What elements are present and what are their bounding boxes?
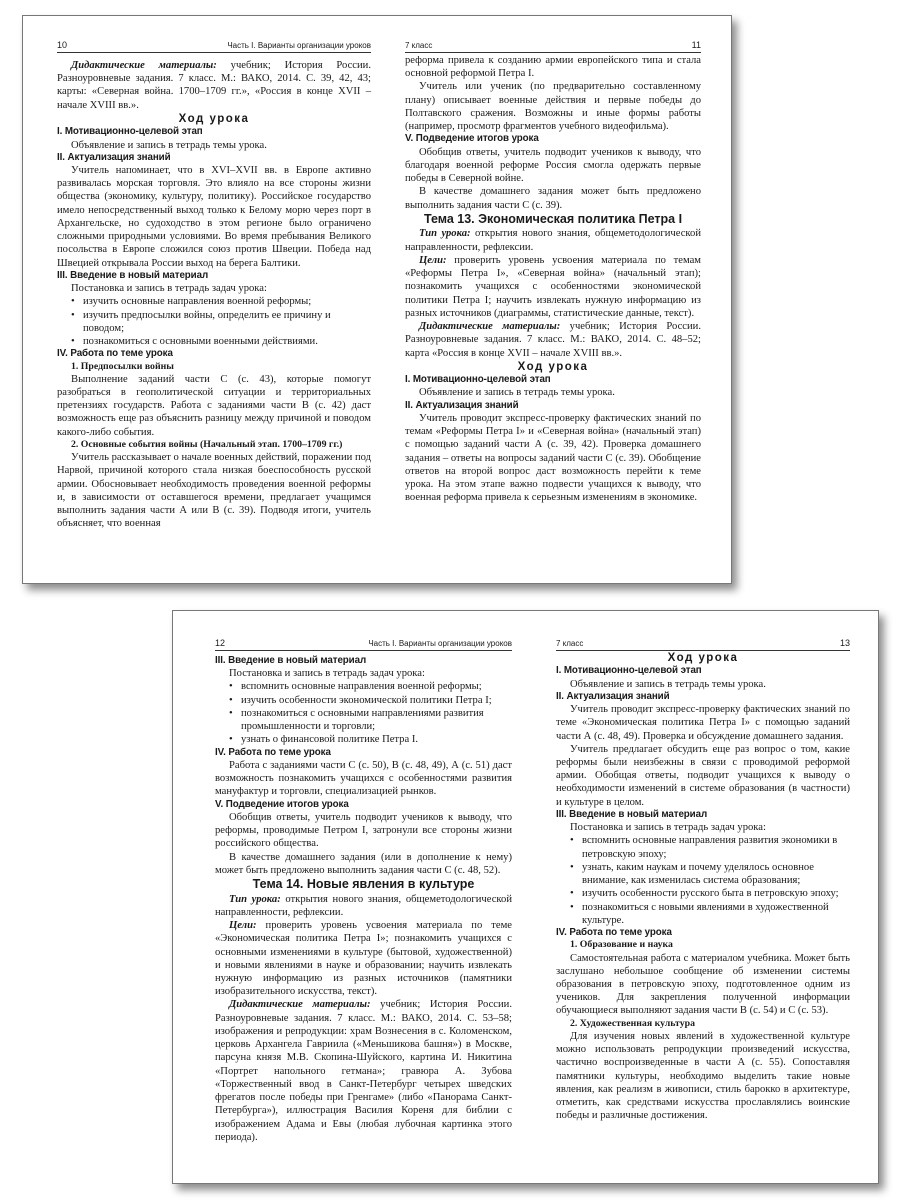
paragraph-text: открытия нового знания, общеметодологической направленности, рефлексии. (405, 228, 701, 253)
section-heading: IV. Работа по теме урока (57, 348, 173, 360)
paragraph: В качестве домашнего задания может быть предложено выполнить задания части С (с. 39). (405, 186, 701, 211)
paragraph: Учитель предлагает обсудить еще раз вопрос о том, какие реформы были неизбежны в связи с проводимой реформой армии. Обобщая ответы, подводит учащихся к выводу о необходимости изменений в системе образования (в частности) и культуре в целом. (556, 743, 850, 808)
paragraph (405, 227, 701, 253)
paragraph-text: проверить уровень усвоения материала по теме «Экономическая политика Петра I»; познакомить учащихся с основными изменениями в культуре (бытовой, художественной) и новыми явлениями в науке и образовании; научить извлекать нужную информацию из разных источников (памятники изобразительного искусства, текст). (215, 920, 512, 998)
list-item: • изучить особенности экономической политики Петра I; (229, 694, 512, 707)
running-head: Часть I. Варианты организации уроков (227, 41, 371, 50)
list-item: • вспомнить основные направления развития экономики в петровскую эпоху; (570, 834, 850, 860)
section-heading: V. Подведение итогов урока (215, 798, 349, 810)
section-heading: II. Актуализация знаний (556, 690, 670, 702)
paragraph-text: открытия нового знания, общеметодологической направленности, рефлексии. (215, 893, 512, 918)
list-item: • познакомиться с основными военными действиями. (71, 335, 371, 348)
paragraph: Объявление и запись в тетрадь темы урока. (570, 678, 766, 690)
page-11 (405, 16, 701, 583)
page-number: 12 (215, 638, 226, 648)
subsection-heading: 1. Предпосылки войны (71, 360, 174, 372)
paragraph: реформа привела к созданию армии европейского типа и стала основной реформой Петра I. (405, 55, 701, 80)
subsection-heading: 1. Образование и наука (570, 939, 673, 951)
paragraph-lead: Дидактические материалы: (229, 999, 371, 1011)
running-head: Часть I. Варианты организации уроков (368, 639, 512, 648)
page-header (556, 638, 850, 651)
topic-title: Тема 14. Новые явления в культуре (252, 876, 475, 891)
book-spread-pages-12-13 (172, 610, 879, 1184)
paragraph: Постановка и запись в тетрадь задач урока: (71, 283, 267, 295)
paragraph: Самостоятельная работа с материалом учебника. Может быть заслушано небольшое сообщение об изменении системы образования в петровскую эпоху, подготовленное одним из учеников. Для закрепления полученной информации обучающиеся выполняют задания части В (с. 54) и С (с. 53). (556, 952, 850, 1017)
paragraph: Учитель рассказывает о начале военных действий, поражении под Нарвой, причиной которого стала низкая боеспособность русской армии. Обосновывает необходимость проведения военной реформы и, в зависимости от оставшегося времени, предлагает учащимся выполнить задания части А или В (с. 39). Подводя итоги, учитель объясняет, что военная (57, 452, 371, 530)
paragraph-text: учебник; История России. Разноуровневые задания. 7 класс. М.: ВАКО, 2014. С. 39, 42, 43; карты: «Северная война. 1700–1709 гг.», «Россия в конце XVII – начале XVIII вв.». (57, 60, 371, 111)
paragraph (57, 59, 371, 112)
paragraph: Работа с заданиями части С (с. 50), В (с. 48, 49), А (с. 51) даст возможность познакомить учащихся с особенностями развития мануфактур и торговли, специализацией рынков. (215, 759, 512, 798)
page-body (405, 54, 701, 505)
list-item: • изучить особенности русского быта в петровскую эпоху; (570, 887, 850, 900)
list-item: • узнать, каким наукам и почему уделялось основное внимание, как изменилась система образования; (570, 861, 850, 887)
page-header (215, 638, 512, 651)
paragraph (215, 919, 512, 998)
paragraph (405, 320, 701, 360)
page-number: 13 (839, 638, 850, 648)
section-heading: III. Введение в новый материал (57, 269, 209, 281)
list-item: • узнать о финансовой политике Петра I. (229, 733, 512, 746)
paragraph: Выполнение заданий части С (с. 43), которые помогут разобраться в геополитической ситуации и территориальных претензиях государств. Работа с заданиями части В (с. 42) даст возможность еще раз объяснить разницу между причиной и поводом какого-либо события. (57, 373, 371, 438)
page-body (556, 651, 850, 1123)
paragraph: Учитель или ученик (по предварительно составленному плану) описывает военные действия и первые победы до Полтавского сражения. Возможны и иные формы работы (например, просмотр фрагментов учебного видеофильма). (405, 81, 701, 133)
lesson-heading: Ход урока (178, 112, 250, 125)
section-heading: III. Введение в новый материал (215, 655, 367, 666)
page-number: 10 (57, 40, 68, 50)
paragraph-lead: Дидактические материалы: (71, 60, 217, 71)
section-heading: I. Мотивационно-целевой этап (57, 126, 203, 138)
paragraph: Постановка и запись в тетрадь задач урока: (570, 822, 766, 834)
paragraph: Для изучения новых явлений в художественной культуре можно использовать репродукции произведений искусства, частично воспроизведенные в части А (с. 55). Сопоставляя памятники культуры, необходимо выделить такие новые явления, как реализм в живописи, стиль барокко в архитектуре, отметить, как средствами искусства прославлялись воинские победы и различные достижения. (556, 1030, 850, 1122)
page-header (57, 40, 371, 53)
paragraph: Обобщив ответы, учитель подводит учеников к выводу, что реформы, проводимые Петром I, затронули все стороны жизни российского общества. (215, 811, 512, 850)
topic-title: Тема 13. Экономическая политика Петра I (423, 211, 683, 226)
lesson-heading: Ход урока (667, 652, 739, 664)
section-heading: II. Актуализация знаний (405, 399, 519, 411)
section-heading: V. Подведение итогов урока (405, 133, 539, 145)
paragraph: В качестве домашнего задания (или в дополнение к нему) может быть предложено выполнить задания части С (с. 48, 52). (215, 851, 512, 876)
list-item: • изучить основные направления военной реформы; (71, 295, 371, 308)
paragraph-lead: Дидактические материалы: (419, 321, 561, 333)
page-12 (215, 611, 512, 1183)
page-number: 11 (691, 40, 701, 50)
paragraph-lead: Цели: (229, 920, 257, 932)
paragraph: Объявление и запись в тетрадь темы урока. (71, 139, 267, 151)
paragraph-text: проверить уровень усвоения материала по темам «Реформы Петра I», «Северная война» (начальный этап); познакомить учащихся с особенностями экономической политики Петра I; научить извлекать нужную информацию из разных источников (диаграммы, статистические данные, текст). (405, 254, 701, 319)
paragraph (405, 254, 701, 320)
paragraph (215, 998, 512, 1144)
page-13 (556, 611, 850, 1183)
paragraph: Объявление и запись в тетрадь темы урока. (419, 387, 615, 399)
running-head: 7 класс (556, 639, 584, 648)
paragraph-text: учебник; История России. Разноуровневые задания. 7 класс. М.: ВАКО, 2014. С. 48–52; карта «Россия в конце XVII – начале XVIII вв.». (405, 321, 701, 359)
paragraph-text: учебник; История России. Разноуровневые задания. 7 класс. М.: ВАКО, 2014. С. 53–58; изображения и репродукции: храм Вознесения в с. Коломенском, церковь Архангела Гавриила («Меньшикова башня») в Москве, парсуна князя М.В. Скопина-Шуйского, картина И. Никитина «Портрет напольного гетмана»; гравюра А. Зубова «Торжественный ввод в Санкт-Петербург четырех шведских фрегатов после победы при Гренгаме» (либо «Панорама Санкт-Петербурга»), иллюстрация Василия Кореня для библии с изображением Адама и Евы (любая лубочная картинка этого периода). (215, 999, 512, 1143)
paragraph (215, 893, 512, 919)
list-item: • познакомиться с основными направлениями развития промышленности и торговли; (229, 707, 512, 733)
paragraph: Постановка и запись в тетрадь задач урока: (229, 668, 425, 680)
bullet-list (215, 680, 512, 746)
section-heading: III. Введение в новый материал (556, 808, 708, 820)
bullet-list (556, 834, 850, 927)
subsection-heading: 2. Основные события войны (Начальный этап. 1700–1709 гг.) (71, 438, 343, 450)
running-head: 7 класс (405, 41, 433, 50)
paragraph-lead: Цели: (419, 254, 447, 266)
paragraph: Учитель напоминает, что в XVI–XVII вв. в Европе активно развивалась морская торговля. Это влияло на все стороны жизни общества (экономику, культуру, политику). Российское государство имело непосредственный выход только к Белому морю через порт в Архангельске, но судоходство в этом регионе было ограничено сложными природными условиями. Во время пребывания Великого посольства в Европе сложился союз против Швеции. Победа над Швецией открывала России выход на берега Балтики. (57, 165, 371, 269)
subsection-heading: 2. Художественная культура (570, 1017, 695, 1029)
paragraph: Учитель проводит экспресс-проверку фактических знаний по темам «Реформы Петра I» и «Северная война» (начальный этап) с помощью заданий части А (с. 39, 42). Проверка домашнего задания – ответы на вопросы заданий части С (с. 39). Обобщение ответов на второй вопрос даст возможность перейти к теме урока. На этом этапе важно подвести учащихся к выводу, что военная реформа привела к серьезным изменениям в экономике. (405, 412, 701, 504)
page-body (57, 59, 371, 531)
section-heading: I. Мотивационно-целевой этап (556, 665, 702, 677)
list-item: • изучить предпосылки войны, определить ее причину и поводом; (71, 309, 371, 335)
paragraph-lead: Тип урока: (229, 893, 281, 905)
lesson-heading: Ход урока (517, 360, 589, 373)
section-heading: I. Мотивационно-целевой этап (405, 374, 551, 386)
page-header (405, 40, 701, 53)
list-item: • вспомнить основные направления военной реформы; (229, 680, 512, 693)
paragraph: Обобщив ответы, учитель подводит учеников к выводу, что благодаря военной реформе Россия смогла одержать первые победы в Северной войне. (405, 146, 701, 185)
page-10 (57, 16, 371, 583)
page-body (215, 655, 512, 1144)
section-heading: IV. Работа по теме урока (556, 927, 672, 939)
book-spread-pages-10-11 (22, 15, 732, 584)
section-heading: II. Актуализация знаний (57, 151, 171, 163)
section-heading: IV. Работа по теме урока (215, 746, 331, 758)
paragraph-lead: Тип урока: (419, 228, 471, 240)
paragraph: Учитель проводит экспресс-проверку фактических знаний по теме «Экономическая политика Петра I» с помощью заданий части А (с. 48, 49). Проверка и обсуждение домашнего задания. (556, 704, 850, 742)
list-item: • познакомиться с новыми явлениями в художественной культуре. (570, 901, 850, 927)
bullet-list (57, 295, 371, 348)
